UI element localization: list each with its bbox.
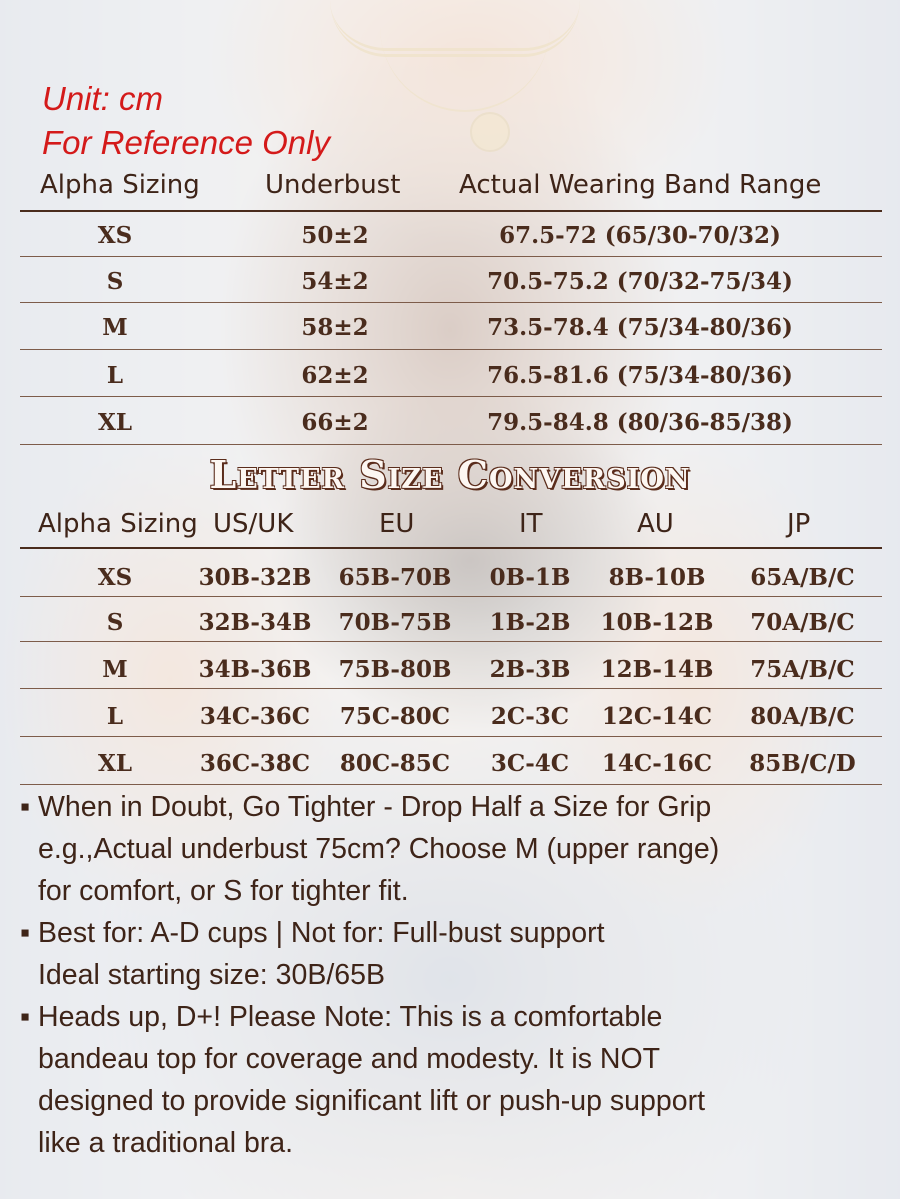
it-cell: 2C-3C <box>490 703 570 730</box>
table-header-divider <box>20 210 882 212</box>
us-uk-cell: 34B-36B <box>198 656 312 683</box>
row-divider <box>20 302 882 303</box>
size-cell: L <box>106 362 124 389</box>
note-line: bandeau top for coverage and modesty. It is NOT <box>38 1043 661 1075</box>
au-cell: 14C-16C <box>601 750 713 777</box>
note-line: designed to provide significant lift or push-up support <box>38 1085 705 1117</box>
bullet-icon: ▪ <box>20 917 31 949</box>
band-range-cell: 76.5-81.6 (75/34-80/36) <box>487 362 793 389</box>
it-cell: 3C-4C <box>490 750 570 777</box>
band-range-cell: 70.5-75.2 (70/32-75/34) <box>487 268 793 295</box>
note-line: like a traditional bra. <box>38 1127 294 1159</box>
size-cell: S <box>106 268 124 295</box>
eu-cell: 70B-75B <box>338 609 452 636</box>
it-cell: 0B-1B <box>489 564 571 591</box>
size-cell: M <box>102 314 128 341</box>
underbust-cell: 66±2 <box>301 409 369 436</box>
unit-label: Unit: cm <box>42 80 164 117</box>
row-divider <box>20 736 882 737</box>
col-header-us-uk: US/UK <box>213 509 294 539</box>
size-cell: XL <box>97 409 133 436</box>
col-header-jp: JP <box>787 509 811 539</box>
row-divider <box>20 784 882 785</box>
bullet-icon: ▪ <box>20 1001 31 1033</box>
it-cell: 1B-2B <box>489 609 571 636</box>
size-cell: XS <box>97 222 133 249</box>
row-divider <box>20 256 882 257</box>
au-cell: 12C-14C <box>601 703 713 730</box>
eu-cell: 65B-70B <box>338 564 452 591</box>
note-line: Ideal starting size: 30B/65B <box>38 959 385 991</box>
row-divider <box>20 349 882 350</box>
note-line: Best for: A-D cups | Not for: Full-bust support <box>38 917 605 949</box>
conversion-title: Letter Size Conversion <box>209 452 691 497</box>
underbust-cell: 58±2 <box>301 314 369 341</box>
eu-cell: 75C-80C <box>339 703 451 730</box>
underbust-cell: 54±2 <box>301 268 369 295</box>
note-line: When in Doubt, Go Tighter - Drop Half a Size for Grip <box>38 791 712 823</box>
row-divider <box>20 444 882 445</box>
band-range-cell: 67.5-72 (65/30-70/32) <box>499 222 781 249</box>
col-header-au: AU <box>637 509 674 539</box>
bullet-icon: ▪ <box>20 791 31 823</box>
col-header-alpha-sizing: Alpha Sizing <box>38 509 198 539</box>
col-header-alpha-sizing: Alpha Sizing <box>40 170 200 200</box>
au-cell: 8B-10B <box>608 564 706 591</box>
eu-cell: 80C-85C <box>339 750 451 777</box>
jp-cell: 85B/C/D <box>749 750 856 777</box>
us-uk-cell: 32B-34B <box>198 609 312 636</box>
note-line: for comfort, or S for tighter fit. <box>38 875 409 907</box>
cup-fit-note <box>20 912 880 996</box>
us-uk-cell: 30B-32B <box>198 564 312 591</box>
underbust-cell: 50±2 <box>301 222 369 249</box>
support-warning-note <box>20 996 880 1164</box>
table-header-divider <box>20 547 882 549</box>
band-range-cell: 79.5-84.8 (80/36-85/38) <box>487 409 793 436</box>
col-header-band-range: Actual Wearing Band Range <box>459 170 822 200</box>
row-divider <box>20 596 882 597</box>
it-cell: 2B-3B <box>489 656 571 683</box>
reference-note: For Reference Only <box>42 124 330 161</box>
col-header-eu: EU <box>379 509 415 539</box>
jp-cell: 65A/B/C <box>750 564 855 591</box>
row-divider <box>20 641 882 642</box>
note-line: e.g.,Actual underbust 75cm? Choose M (upper range) <box>38 833 720 865</box>
row-divider <box>20 396 882 397</box>
jp-cell: 70A/B/C <box>750 609 855 636</box>
au-cell: 12B-14B <box>600 656 714 683</box>
fit-tip-note <box>20 786 880 912</box>
eu-cell: 75B-80B <box>338 656 452 683</box>
au-cell: 10B-12B <box>600 609 714 636</box>
underbust-cell: 62±2 <box>301 362 369 389</box>
col-header-it: IT <box>519 509 543 539</box>
jp-cell: 80A/B/C <box>750 703 855 730</box>
size-cell: L <box>106 703 124 730</box>
row-divider <box>20 688 882 689</box>
col-header-underbust: Underbust <box>265 170 401 200</box>
size-cell: XL <box>97 750 133 777</box>
jp-cell: 75A/B/C <box>750 656 855 683</box>
note-line: Heads up, D+! Please Note: This is a comfortable <box>38 1001 663 1033</box>
band-range-cell: 73.5-78.4 (75/34-80/36) <box>487 314 793 341</box>
size-cell: S <box>106 609 124 636</box>
size-cell: M <box>102 656 128 683</box>
us-uk-cell: 34C-36C <box>199 703 311 730</box>
us-uk-cell: 36C-38C <box>199 750 311 777</box>
size-cell: XS <box>97 564 133 591</box>
